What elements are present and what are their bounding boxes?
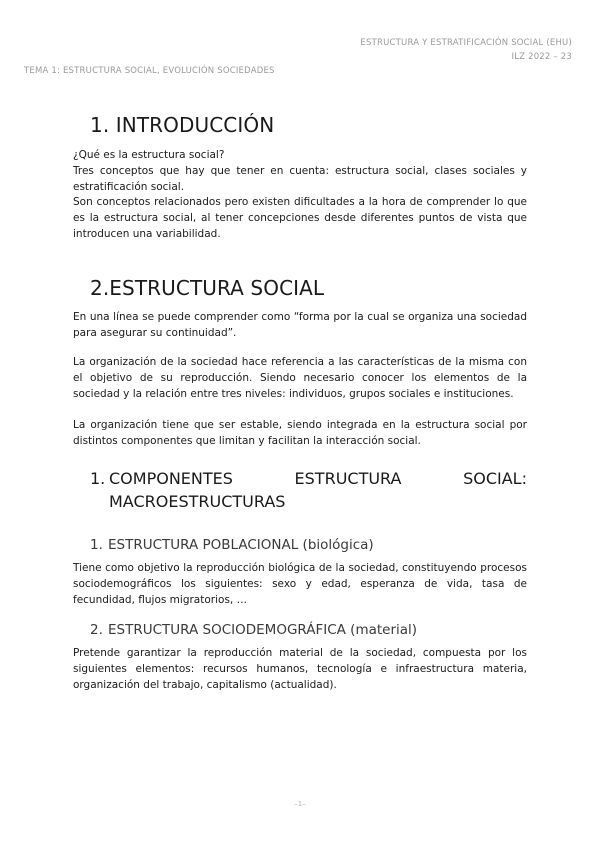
intro-line: Tres conceptos que hay que tener en cuenta: estructura social, clases sociales y estratificación social. — [73, 164, 527, 193]
heading-title: ESTRUCTURA SOCIAL — [109, 276, 325, 300]
heading-number: 1. — [90, 113, 110, 137]
heading-estructura-social — [90, 276, 324, 300]
intro-line: Son conceptos relacionados pero existen dificultades a la hora de comprender lo que es la estructura social, al tener concepciones desde diferentes puntos de vista que introducen una variabilidad. — [73, 196, 527, 240]
estructura-paragraph-2: La organización de la sociedad hace referencia a las características de la misma con el objetivo de su reproducción. Siendo necesario conocer los elementos de la sociedad y la relación entre tres niveles: individuos, grupos sociales e instituciones. — [73, 356, 527, 400]
header-term: ILZ 2022 – 23 — [511, 52, 572, 62]
heading-title: ESTRUCTURA SOCIODEMOGRÁFICA (material) — [108, 622, 418, 638]
poblacional-paragraph: Tiene como objetivo la reproducción biológica de la sociedad, constituyendo procesos sociodemográficos los siguientes: sexo y edad, esperanza de vida, tasa de fecundidad, flujos migratorios, … — [73, 562, 527, 606]
heading-word: SOCIAL: — [463, 469, 527, 488]
heading-introduccion — [90, 113, 274, 137]
heading-word: COMPONENTES — [109, 469, 233, 488]
heading-line-2: MACROESTRUCTURAS — [109, 492, 286, 511]
heading-estructura-sociodemografica — [90, 622, 417, 638]
header-course: ESTRUCTURA Y ESTRATIFICACIÓN SOCIAL (EHU) — [360, 38, 572, 48]
heading-estructura-poblacional — [90, 537, 374, 553]
heading-number: 1. — [90, 469, 106, 488]
intro-question: ¿Qué es la estructura social? — [73, 149, 225, 161]
intro-paragraph — [73, 148, 527, 243]
page-number: –1– — [294, 800, 306, 808]
heading-title — [109, 467, 527, 513]
heading-word: ESTRUCTURA — [294, 469, 402, 488]
heading-title: INTRODUCCIÓN — [115, 113, 275, 137]
header-topic: TEMA 1: ESTRUCTURA SOCIAL, EVOLUCIÓN SOCIEDADES — [24, 66, 275, 76]
estructura-paragraph-1: En una línea se puede comprender como “forma por la cual se organiza una sociedad para asegurar su continuidad”. — [73, 311, 527, 339]
estructura-paragraph-3: La organización tiene que ser estable, siendo integrada en la estructura social por distintos componentes que limitan y facilitan la interacción social. — [73, 419, 527, 447]
heading-number: 2. — [90, 622, 103, 638]
heading-number: 2. — [90, 276, 110, 300]
heading-number: 1. — [90, 537, 103, 553]
sociodemografica-paragraph: Pretende garantizar la reproducción material de la sociedad, compuesta por los siguientes elementos: recursos humanos, tecnología e infraestructura materia, organización del trabajo, capitalismo (actualidad). — [73, 647, 527, 691]
heading-title: ESTRUCTURA POBLACIONAL (biológica) — [108, 537, 374, 553]
